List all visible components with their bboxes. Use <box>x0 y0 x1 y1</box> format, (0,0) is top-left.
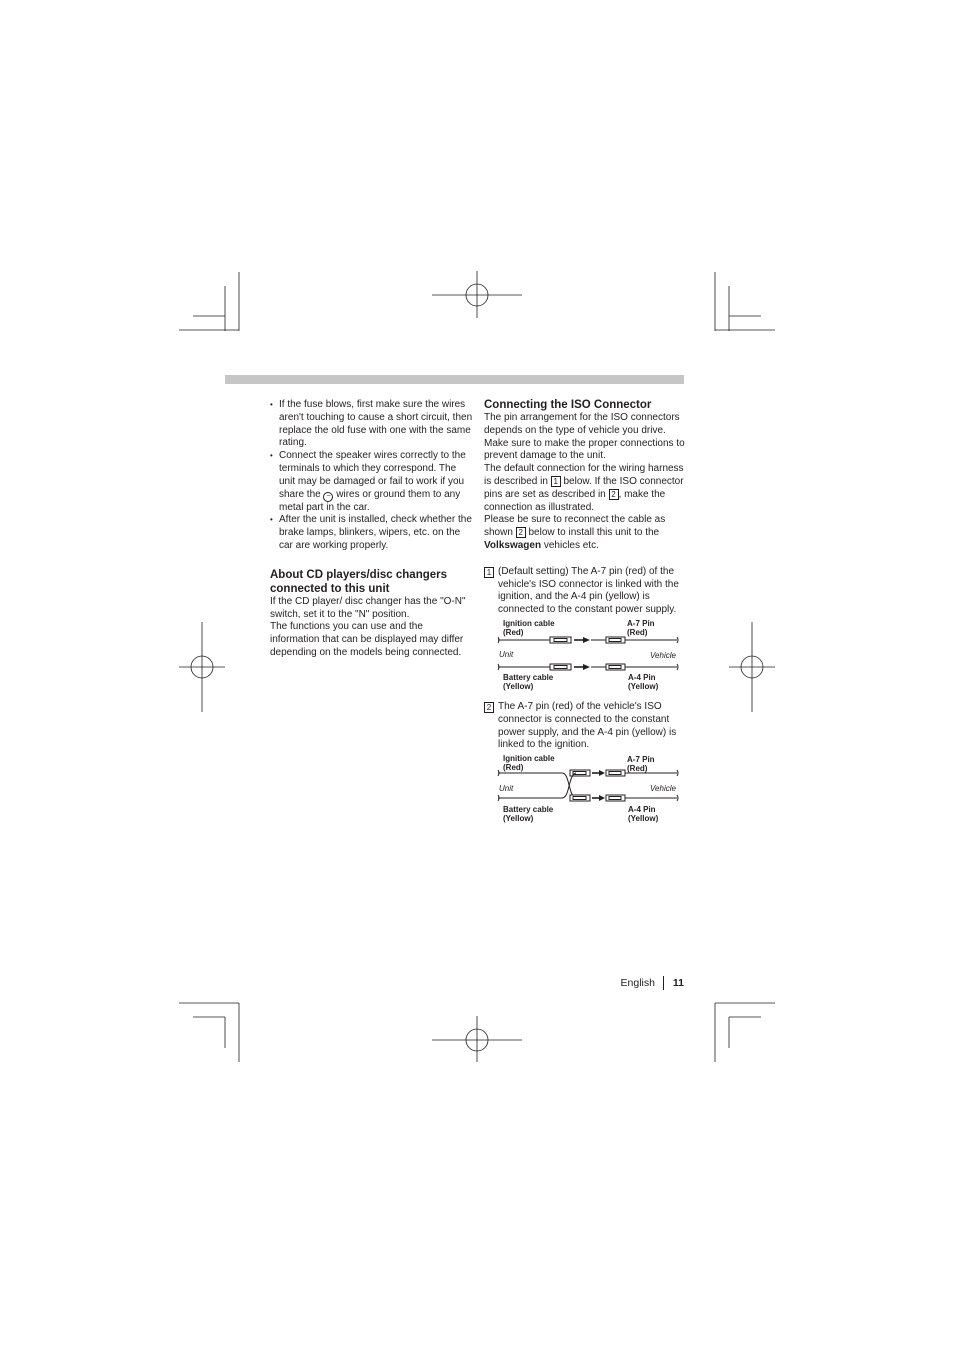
wiring-graphic <box>484 619 686 691</box>
iso-connector-heading: Connecting the ISO Connector <box>484 399 652 411</box>
step-1-text: (Default setting) The A-7 pin (red) of the vehicle's ISO connector is linked with the ignition, and the A-4 pin (yellow) is connected to the constant power supply. <box>498 565 679 616</box>
iso-text: vehicles etc. <box>543 539 599 551</box>
iso-paragraph <box>484 463 686 514</box>
step-number-2: 2 <box>609 489 619 500</box>
wiring-diagram-volkswagen <box>484 754 686 826</box>
a7-color-label: (Red) <box>627 764 648 774</box>
a4-color-label: (Yellow) <box>628 681 659 691</box>
iso-text: The default connection for the wiring harness is described in <box>484 463 684 487</box>
step-number-2: 2 <box>484 702 494 713</box>
minus-icon: − <box>323 492 333 502</box>
precaution-list <box>270 399 474 553</box>
list-item: • After the unit is installed, check whether the brake lamps, blinkers, wipers, etc. on the car are working properly. <box>270 514 474 552</box>
ignition-color-label: (Red) <box>503 763 524 773</box>
unit-label: Unit <box>499 784 514 794</box>
wiring-graphic <box>484 754 686 826</box>
brand-volkswagen: Volkswagen <box>484 539 542 551</box>
vehicle-label: Vehicle <box>650 650 676 660</box>
a7-pin-label: A-7 Pin <box>627 618 655 628</box>
iso-paragraph: The pin arrangement for the ISO connectors depends on the type of vehicle you drive. Make sure to make the proper connections to prevent damage to the unit. <box>484 412 685 462</box>
page-footer <box>600 976 684 992</box>
step-number-1: 1 <box>551 476 561 487</box>
a7-pin-label: A-7 Pin <box>627 755 655 765</box>
right-column <box>484 398 686 826</box>
cd-paragraph: If the CD player/ disc changer has the "O-N" switch, set it to the "N" position. <box>270 595 466 620</box>
cd-players-heading: About CD players/disc changers connected to this unit <box>270 568 448 595</box>
footer-divider <box>663 976 664 990</box>
battery-color-label: (Yellow) <box>503 814 534 824</box>
a4-pin-label: A-4 Pin <box>628 805 656 815</box>
left-column <box>270 399 474 660</box>
cd-paragraph: The functions you can use and the information that can be displayed may differ depending on the models being connected. <box>270 621 464 658</box>
iso-text: Please be sure to reconnect the cable as shown <box>484 514 666 539</box>
ignition-cable-label: Ignition cable <box>503 754 555 764</box>
unit-label: Unit <box>499 649 514 659</box>
step-1 <box>484 566 686 617</box>
ignition-color-label: (Red) <box>503 627 524 637</box>
iso-text: , make the connection as illustrated. <box>484 488 666 513</box>
iso-paragraph <box>484 514 686 552</box>
wiring-diagram-default <box>484 619 686 691</box>
header-bar <box>225 375 684 384</box>
ignition-cable-label: Ignition cable <box>503 618 555 628</box>
footer-language: English <box>620 977 655 989</box>
a4-color-label: (Yellow) <box>628 814 659 824</box>
step-number-1: 1 <box>484 567 494 578</box>
list-item <box>270 450 474 514</box>
a4-pin-label: A-4 Pin <box>628 672 656 682</box>
page-number: 11 <box>672 977 684 989</box>
step-2-text: The A-7 pin (red) of the vehicle's ISO connector is connected to the constant power supply, and the A-4 pin (yellow) is linked to the ignition. <box>498 700 677 751</box>
iso-text: below to install this unit to the <box>528 527 660 539</box>
battery-cable-label: Battery cable <box>503 805 554 815</box>
step-2 <box>484 701 686 752</box>
iso-text: below. If the ISO connector pins are set as described in <box>484 475 684 500</box>
vehicle-label: Vehicle <box>650 784 676 794</box>
a7-color-label: (Red) <box>627 627 648 637</box>
list-item-text: Connect the speaker wires correctly to the terminals to which they correspond. The unit may be damaged or fail to work if you share the <box>279 450 466 500</box>
battery-color-label: (Yellow) <box>503 681 534 691</box>
battery-cable-label: Battery cable <box>503 672 554 682</box>
step-number-2: 2 <box>516 527 526 538</box>
list-item: • If the fuse blows, first make sure the wires aren't touching to cause a short circuit, then replace the old fuse with one with the same rating. <box>270 399 474 450</box>
list-item-text: wires or ground them to any metal part in the car. <box>279 488 461 513</box>
